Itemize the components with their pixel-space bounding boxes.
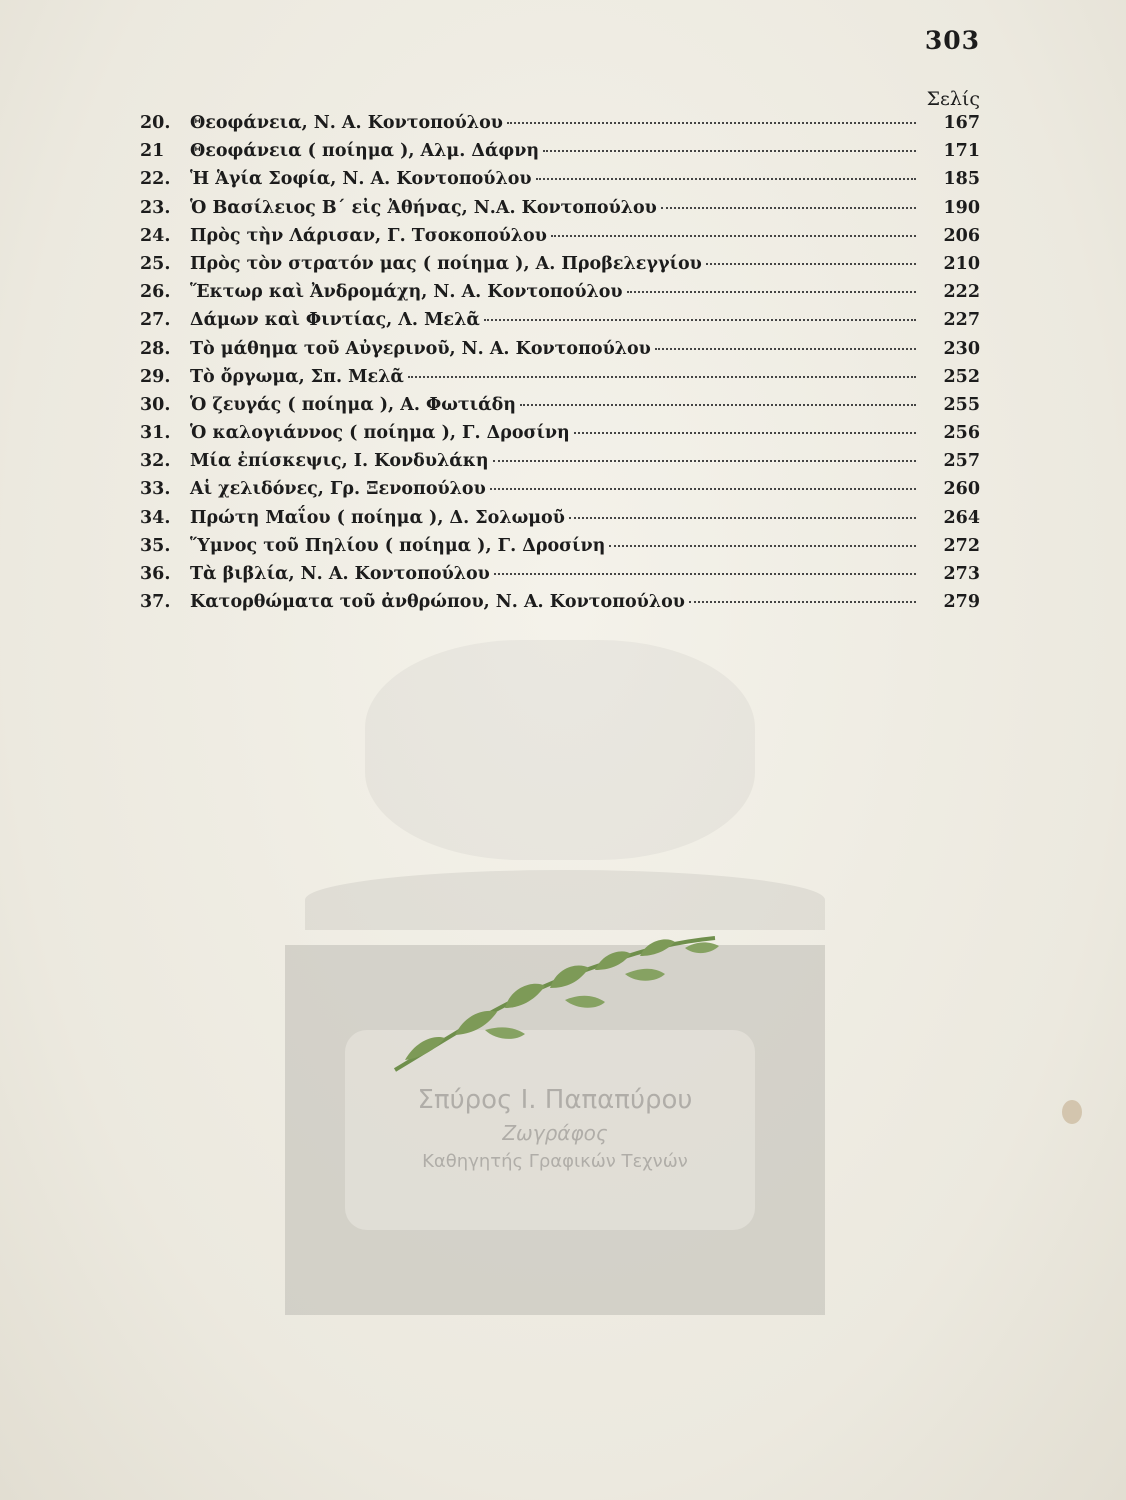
toc-leader-dots [493,459,916,462]
toc-entry-title: Πρὸς τὴν Λάρισαν, Γ. Τσοκοπούλου [190,225,547,246]
toc-entry-page: 230 [943,338,980,359]
toc-entry-page: 206 [943,225,980,246]
toc-entry-number: 27. [140,310,171,331]
toc-entry-number: 22. [140,169,171,190]
toc-entry-title: Τὸ μάθημα τοῦ Αὐγερινοῦ, Ν. Α. Κοντοπούλου [190,338,651,359]
toc-entry-title: Ἡ Ἁγία Σοφία, Ν. Α. Κοντοπούλου [190,169,532,190]
toc-entry-page: 222 [943,282,980,303]
toc-entry-title: Δάμων καὶ Φιντίας, Λ. Μελᾶ [190,310,480,331]
toc-leader-dots [706,262,916,265]
toc-entry-number: 23. [140,197,171,218]
toc-entry-number: 37. [140,592,171,613]
toc-leader-dots [494,572,916,575]
toc-entry-title: Ὁ καλογιάννος ( ποίημα ), Γ. Δροσίνη [190,423,570,444]
toc-row [140,451,980,479]
toc-row [140,367,980,395]
toc-row [140,592,980,620]
toc-entry-title: Τὸ ὄργωμα, Σπ. Μελᾶ [190,366,404,387]
stamp-line-position: Καθηγητής Γραφικών Τεχνών [422,1151,688,1172]
toc-entry-page: 257 [943,451,980,472]
toc-entry-number: 34. [140,507,171,528]
toc-leader-dots [520,403,916,406]
toc-row [140,564,980,592]
show-through-illustration [365,640,755,860]
table-of-contents [140,113,980,620]
toc-entry-number: 33. [140,479,171,500]
page-column-header: Σελίς [926,88,980,110]
toc-entry-title: Ἕκτωρ καὶ Ἀνδρομάχη, Ν. Α. Κοντοπούλου [190,282,623,303]
toc-row [140,536,980,564]
toc-leader-dots [689,600,916,603]
toc-row [140,282,980,310]
toc-entry-page: 185 [943,169,980,190]
toc-entry-page: 279 [943,592,980,613]
toc-entry-title: Αἱ χελιδόνες, Γρ. Ξενοπούλου [190,479,486,500]
toc-entry-title: Μία ἐπίσκεψις, Ι. Κονδυλάκη [190,451,489,472]
toc-leader-dots [574,431,916,434]
toc-entry-title: Ὁ Βασίλειος Β΄ εἰς Ἀθήνας, Ν.Α. Κοντοπούλου [190,197,657,218]
toc-row [140,113,980,141]
toc-entry-title: Θεοφάνεια, Ν. Α. Κοντοπούλου [190,113,503,133]
toc-row [140,169,980,197]
toc-entry-page: 255 [943,394,980,415]
toc-leader-dots [536,177,916,180]
toc-row [140,198,980,226]
toc-row [140,423,980,451]
toc-entry-number: 36. [140,564,171,584]
toc-entry-page: 190 [943,197,980,218]
toc-row [140,395,980,423]
toc-entry-title: Πρὸς τὸν στρατόν μας ( ποίημα ), Α. Προβελεγγίου [190,253,702,274]
toc-entry-number: 35. [140,535,171,556]
toc-row [140,479,980,507]
toc-entry-title: Κατορθώματα τοῦ ἀνθρώπου, Ν. Α. Κοντοπούλου [190,592,685,613]
toc-leader-dots [661,206,916,209]
toc-leader-dots [551,234,916,237]
toc-leader-dots [569,516,916,519]
toc-entry-page: 256 [943,423,980,444]
toc-row [140,310,980,338]
toc-row [140,141,980,169]
page-number: 303 [924,26,980,55]
toc-entry-page: 227 [943,310,980,331]
toc-row [140,226,980,254]
stamp-line-name: Σπύρος Ι. Παπαπύρου [417,1085,693,1115]
toc-entry-title: Τὰ βιβλία, Ν. Α. Κοντοπούλου [190,564,490,584]
toc-entry-number: 21 [140,141,165,162]
toc-entry-page: 210 [943,253,980,274]
toc-leader-dots [490,487,916,490]
toc-entry-number: 28. [140,338,171,359]
toc-leader-dots [484,318,916,321]
toc-row [140,339,980,367]
toc-entry-page: 273 [943,564,980,584]
toc-row [140,508,980,536]
toc-entry-number: 31. [140,423,171,444]
toc-entry-number: 24. [140,225,171,246]
stamp-line-title: Ζωγράφος [502,1121,608,1145]
toc-row [140,254,980,282]
toc-entry-title: Πρώτη Μαΐου ( ποίημα ), Δ. Σολωμοῦ [190,507,565,528]
toc-entry-number: 29. [140,366,171,387]
toc-leader-dots [655,347,916,350]
laurel-sprig-icon [385,930,745,1080]
toc-entry-page: 171 [943,141,980,162]
toc-entry-title: Θεοφάνεια ( ποίημα ), Αλμ. Δάφνη [190,141,540,162]
toc-entry-page: 252 [943,366,980,387]
toc-entry-number: 20. [140,113,171,133]
toc-entry-title: Ὁ ζευγάς ( ποίημα ), Α. Φωτιάδη [190,394,517,415]
toc-leader-dots [507,121,916,124]
toc-entry-number: 32. [140,451,171,472]
toc-entry-title: Ὕμνος τοῦ Πηλίου ( ποίημα ), Γ. Δροσίνη [190,535,606,556]
stamp-text [345,1085,765,1172]
toc-entry-page: 264 [943,507,980,528]
toc-leader-dots [543,149,916,152]
toc-entry-number: 25. [140,253,171,274]
show-through-stamp-text [305,870,825,930]
toc-entry-number: 30. [140,394,171,415]
toc-leader-dots [627,290,916,293]
toc-leader-dots [408,375,916,378]
toc-entry-page: 167 [943,113,980,133]
toc-leader-dots [609,544,916,547]
toc-entry-page: 260 [943,479,980,500]
toc-entry-page: 272 [943,535,980,556]
paper-stain [1062,1100,1082,1124]
toc-entry-number: 26. [140,282,171,303]
